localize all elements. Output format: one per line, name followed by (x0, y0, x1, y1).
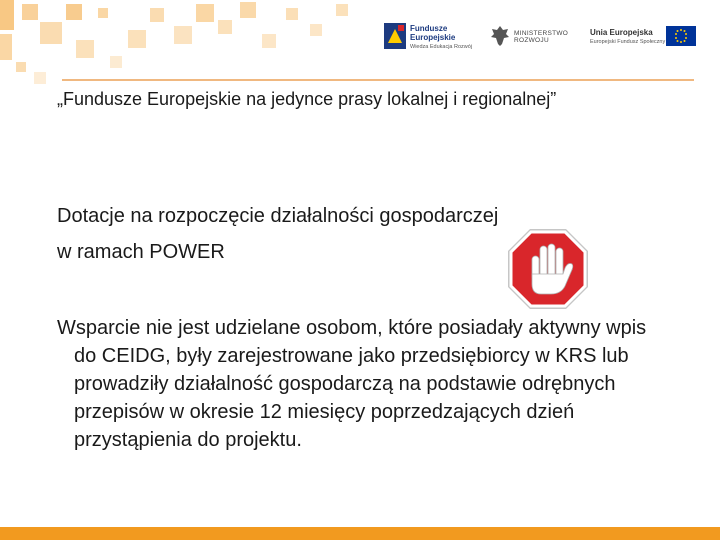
fundusze-europejskie-logo (384, 20, 476, 60)
eu-logo (590, 20, 694, 60)
heading-line1: Dotacje na rozpoczęcie działalności gospodarczej (57, 205, 499, 227)
stop-hand-icon (505, 226, 591, 312)
ministry-line1: MINISTERSTWO (514, 30, 569, 37)
fe-line1: Fundusze (410, 24, 448, 33)
eu-flag-icon (666, 26, 696, 46)
fe-line2: Europejskie (410, 33, 456, 42)
logo-bar (384, 20, 694, 64)
heading-line2: w ramach POWER (57, 241, 225, 263)
ministry-logo (488, 20, 568, 60)
fe-emblem-icon (384, 23, 406, 49)
eu-title: Unia Europejska (590, 28, 653, 37)
fe-subtitle: Wiedza Edukacja Rozwój (410, 44, 473, 50)
footer-bar (0, 527, 720, 540)
decorative-squares (0, 0, 360, 90)
header-divider (62, 79, 694, 81)
slide-title: „Fundusze Europejskie na jedynce prasy lokalnej i regionalnej” (57, 89, 557, 109)
slide-body: Wsparcie nie jest udzielane osobom, które posiadały aktywny wpis do CEIDG, były zarejestrowane jako przedsiębiorcy w KRS lub prowadziły działalność gospodarczą na podstawie odrębnych przepisów w okresie 12 miesięcy poprzedzających dzień przystąpienia do projektu. (57, 317, 647, 451)
polish-eagle-icon (490, 24, 510, 48)
ministry-line2: ROZWOJU (514, 37, 549, 44)
eu-subtitle: Europejski Fundusz Społeczny (590, 39, 666, 45)
